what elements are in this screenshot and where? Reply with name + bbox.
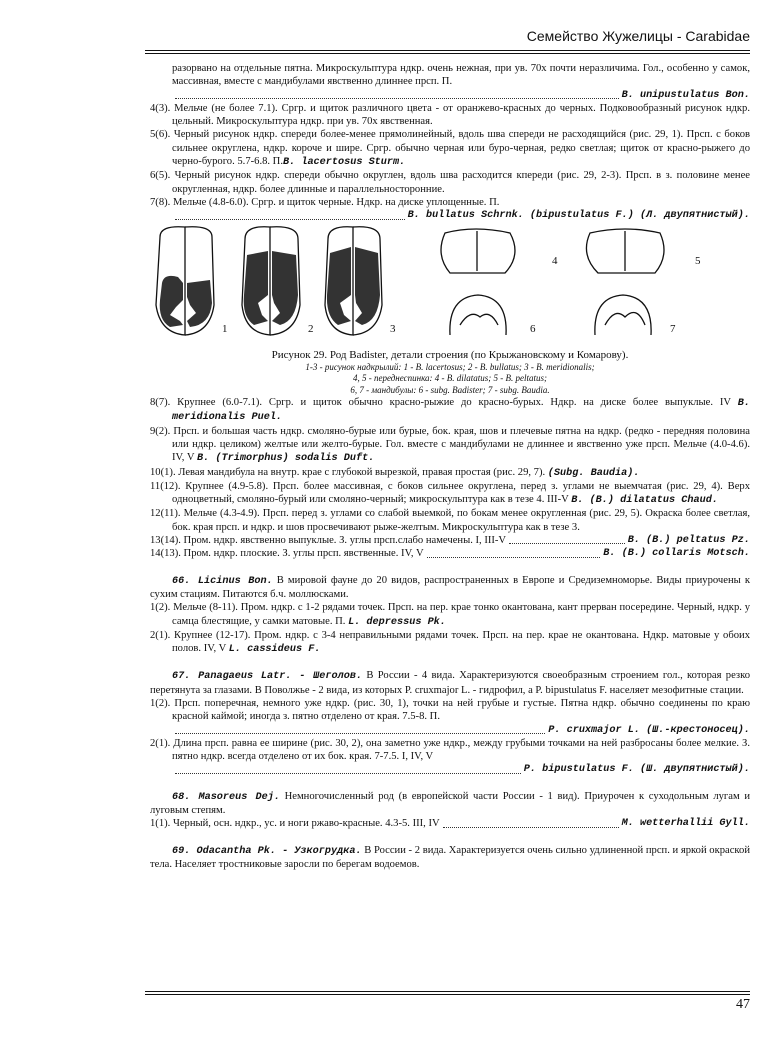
- header-rule: [145, 50, 750, 51]
- key-thesis: 6(5). Черный рисунок ндкр. спереди обычно округлен, вдоль шва расходится кпереди (рис. 29, 2-3). Прсп. в з. половине менее округленная, ндкр. более длинные и параллельносторонние.: [150, 170, 750, 195]
- page-number: 47: [736, 997, 750, 1012]
- key-thesis: 13(14). Пром. ндкр. явственно выпуклые. З. углы прсп.слабо намечены. I, III-V B. (B.) peltatus Pz.: [150, 535, 750, 547]
- taxon-name: B. (B.) peltatus Pz.: [627, 535, 750, 547]
- figure-label: 6: [530, 322, 536, 335]
- key-thesis: 9(2). Прсп. и большая часть ндкр. смоляно-бурые или бурые, бок. края, шов и плечевые пятна на ндкр. (редко - передняя половина или ндкр. целиком) желтые или желто-бурые. Гол. вместе с мандибулами не длиннее и явственно уже прсп. Мельче (4.0-4.6). IV, V B. (Trimorphus) sodalis Duft.: [150, 425, 750, 465]
- genus-intro: 66. Licinus Bon. В мировой фауне до 20 видов, распространенных в Европе и Средиземноморье. Виды приурочены к сухим стациям. Питаются б.ч. моллюсками.: [150, 574, 750, 600]
- key-thesis: 1(2). Мельче (8-11). Пром. ндкр. с 1-2 рядами точек. Прсп. на пер. крае тонко окантована, кант прерван посередине. Черный, ндкр. у самца блестящие, у самки матовые. П. L. depressus Pk.: [150, 602, 750, 628]
- key-line: разорвано на отдельные пятна. Микроскульптура ндкр. очень нежная, при ув. 70х почти неразличима. Гол., особенно у самок, массивная, вместе с мандибулами явственно длиннее прсп. П.: [172, 63, 750, 88]
- figure-29-drawing: [150, 225, 750, 347]
- genus-intro: 68. Masoreus Dej. Немногочисленный род (в европейской части России - 1 вид). Приурочен к суходольным лугам и луговым степям.: [150, 790, 750, 817]
- key-line: [150, 763, 750, 776]
- key-thesis: 2(1). Длина прсп. равна ее ширине (рис. 30, 2), она заметно уже ндкр., между грубыми точками на ней разбросаны более мелкие. З. пятно ндкр. всегда отделено от их бок. края. 7-7.5. I, IV, V: [150, 737, 750, 763]
- figure-label: 1: [222, 322, 228, 335]
- key-thesis: 8(7). Крупнее (6.0-7.1). Сргр. и щиток обычно красно-рыжие до красно-бурых. Ндкр. на диске более выпуклые. IV B. meridionalis Puel.: [150, 397, 750, 424]
- figure-caption-line: 6, 7 - мандибулы: 6 - subg. Badister; 7 - subg. Baudia.: [350, 384, 550, 395]
- figure-caption-line: 4, 5 - переднеспинка: 4 - B. dilatatus; 5 - B. peltatus;: [352, 373, 548, 384]
- key-thesis: 1(1). Черный, осн. ндкр., ус. и ноги ржаво-красные. 4.3-5. III, IV M. wetterhallii Gyll.: [150, 818, 750, 830]
- key-line: [150, 724, 750, 737]
- taxon-name: (Subg. Baudia).: [547, 467, 640, 479]
- key-text: [150, 62, 750, 871]
- genus-intro: 67. Panagaeus Latr. - Шеголов. В России - 4 вида. Характеризуются своеобразным строением гол., которая резко перетянута за глазами. В Поволжье - 2 вида, из которых P. cruxmajor L. - гидрофил, а P. bipustulatus F. населяет мезофитные стации.: [150, 670, 751, 696]
- key-thesis: 5(6). Черный рисунок ндкр. спереди более-менее прямолинейный, вдоль шва спереди не расходящийся (рис. 29, 1). Прсп. с боков сильнее округлена, ндкр. короче и шире. Сргр. обычно черная или буро-черная, редко светлая; щиток от красно-рыжего до черно-бурого. 5.7-6.8. П.B. lacertosus Sturm.: [150, 129, 750, 169]
- taxon-name: M. wetterhallii Gyll.: [621, 818, 750, 830]
- header-rule-thin: [145, 53, 750, 54]
- figure-label: 7: [670, 322, 676, 335]
- key-line: B. unipustulatus Bon.: [150, 89, 750, 102]
- taxon-name: B. bullatus Schrnk. (bipustulatus F.) (Л. двупятнистый).: [407, 210, 750, 222]
- key-thesis: 14(13). Пром. ндкр. плоские. З. углы прсп. явственные. IV, V B. (B.) collaris Motsch.: [150, 548, 750, 560]
- taxon-name: B. (Trimorphus) sodalis Duft.: [197, 453, 375, 465]
- taxon-name: L. cassideus F.: [228, 644, 321, 656]
- figure-label: 5: [695, 254, 701, 267]
- genus-heading: 69. Odacantha Pk. - Узкогрудка.: [172, 845, 362, 857]
- taxon-name: B. meridionalis Puel.: [172, 398, 750, 424]
- key-thesis: 1(2). Прсп. поперечная, немного уже ндкр. (рис. 30, 1), точки на ней грубые и густые. Пятна ндкр. обычно соединены по краю красной каймой; иногда з. пятно отделено от края. 7.5-8. П.: [150, 698, 750, 723]
- figure-caption: Рисунок 29. Род Badister, детали строения (по Крыжановскому и Комарову).: [271, 348, 629, 361]
- key-thesis: 2(1). Крупнее (12-17). Пром. ндкр. с 3-4 неправильными рядами точек. Прсп. на пер. крае не окантована. Ндкр. матовые у обоих полов. IV, V L. cassideus F.: [150, 629, 750, 656]
- figure-label: 4: [552, 254, 558, 267]
- taxon-name: P. bipustulatus F. (Ш. двупятнистый).: [523, 764, 750, 776]
- key-thesis: 7(8). Мельче (4.8-6.0). Сргр. и щиток черные. Ндкр. на диске уплощенные. П.: [150, 196, 500, 208]
- key-line: [150, 209, 750, 222]
- figure-label: 2: [308, 322, 314, 335]
- genus-heading: 67. Panagaeus Latr. - Шеголов.: [172, 671, 363, 683]
- key-thesis: 10(1). Левая мандибула на внутр. крае с глубокой вырезкой, правая простая (рис. 29, 7). (Subg. Baudia).: [150, 466, 640, 479]
- taxon-name: B. (B.) collaris Motsch.: [603, 548, 750, 560]
- figure-label: 3: [390, 322, 396, 335]
- key-thesis: 12(11). Мельче (4.3-4.9). Прсп. перед з. углами со слабой выемкой, по бокам менее округленная (рис. 29, 5). Окраска более светлая, бок. края прсп. и ндкр. и шов просвечивают рыже-желтым. Микроскульптура как в тезе 3.: [150, 508, 750, 533]
- footer-rule-thin: [145, 994, 750, 995]
- taxon-name: L. depressus Pk.: [348, 616, 446, 628]
- genus-heading: 66. Licinus Bon.: [172, 575, 273, 587]
- key-thesis: 4(3). Мельче (не более 7.1). Сргр. и щиток различного цвета - от оранжево-красных до черных. Подковообразный рисунок ндкр. цельный. Микроскульптура ндкр. при ув. 70х явственная.: [150, 102, 750, 128]
- figure-29: [150, 225, 750, 347]
- taxon-name: P. cruxmajor L. (Ш.-крестоносец).: [548, 724, 750, 736]
- genus-intro: 69. Odacantha Pk. - Узкогрудка. В России - 2 вида. Характеризуется очень сильно удлиненной прсп. и яркой окраской тела. Населяет тростниковые заросли по берегам водоемов.: [150, 844, 750, 870]
- footer-rule: [145, 991, 750, 992]
- key-thesis: 11(12). Крупнее (4.9-5.8). Прсп. более массивная, с боков сильнее округлена, перед з. углами не выемчатая (рис. 29, 4). Верх одноцветный, смоляно-бурый или смоляно-черный; микроскульптура как в тезе 4. III-V B. (B.) dilatatus Chaud.: [150, 480, 750, 507]
- running-header: Семейство Жужелицы - Carabidae: [526, 28, 750, 44]
- taxon-name: B. (B.) dilatatus Chaud.: [571, 495, 718, 507]
- genus-heading: 68. Masoreus Dej.: [172, 791, 280, 803]
- taxon-name: B. lacertosus Sturm.: [282, 157, 406, 169]
- figure-caption-line: 1-3 - рисунок надкрылий: 1 - B. lacertosus; 2 - B. bullatus; 3 - B. meridionalis;: [305, 361, 595, 372]
